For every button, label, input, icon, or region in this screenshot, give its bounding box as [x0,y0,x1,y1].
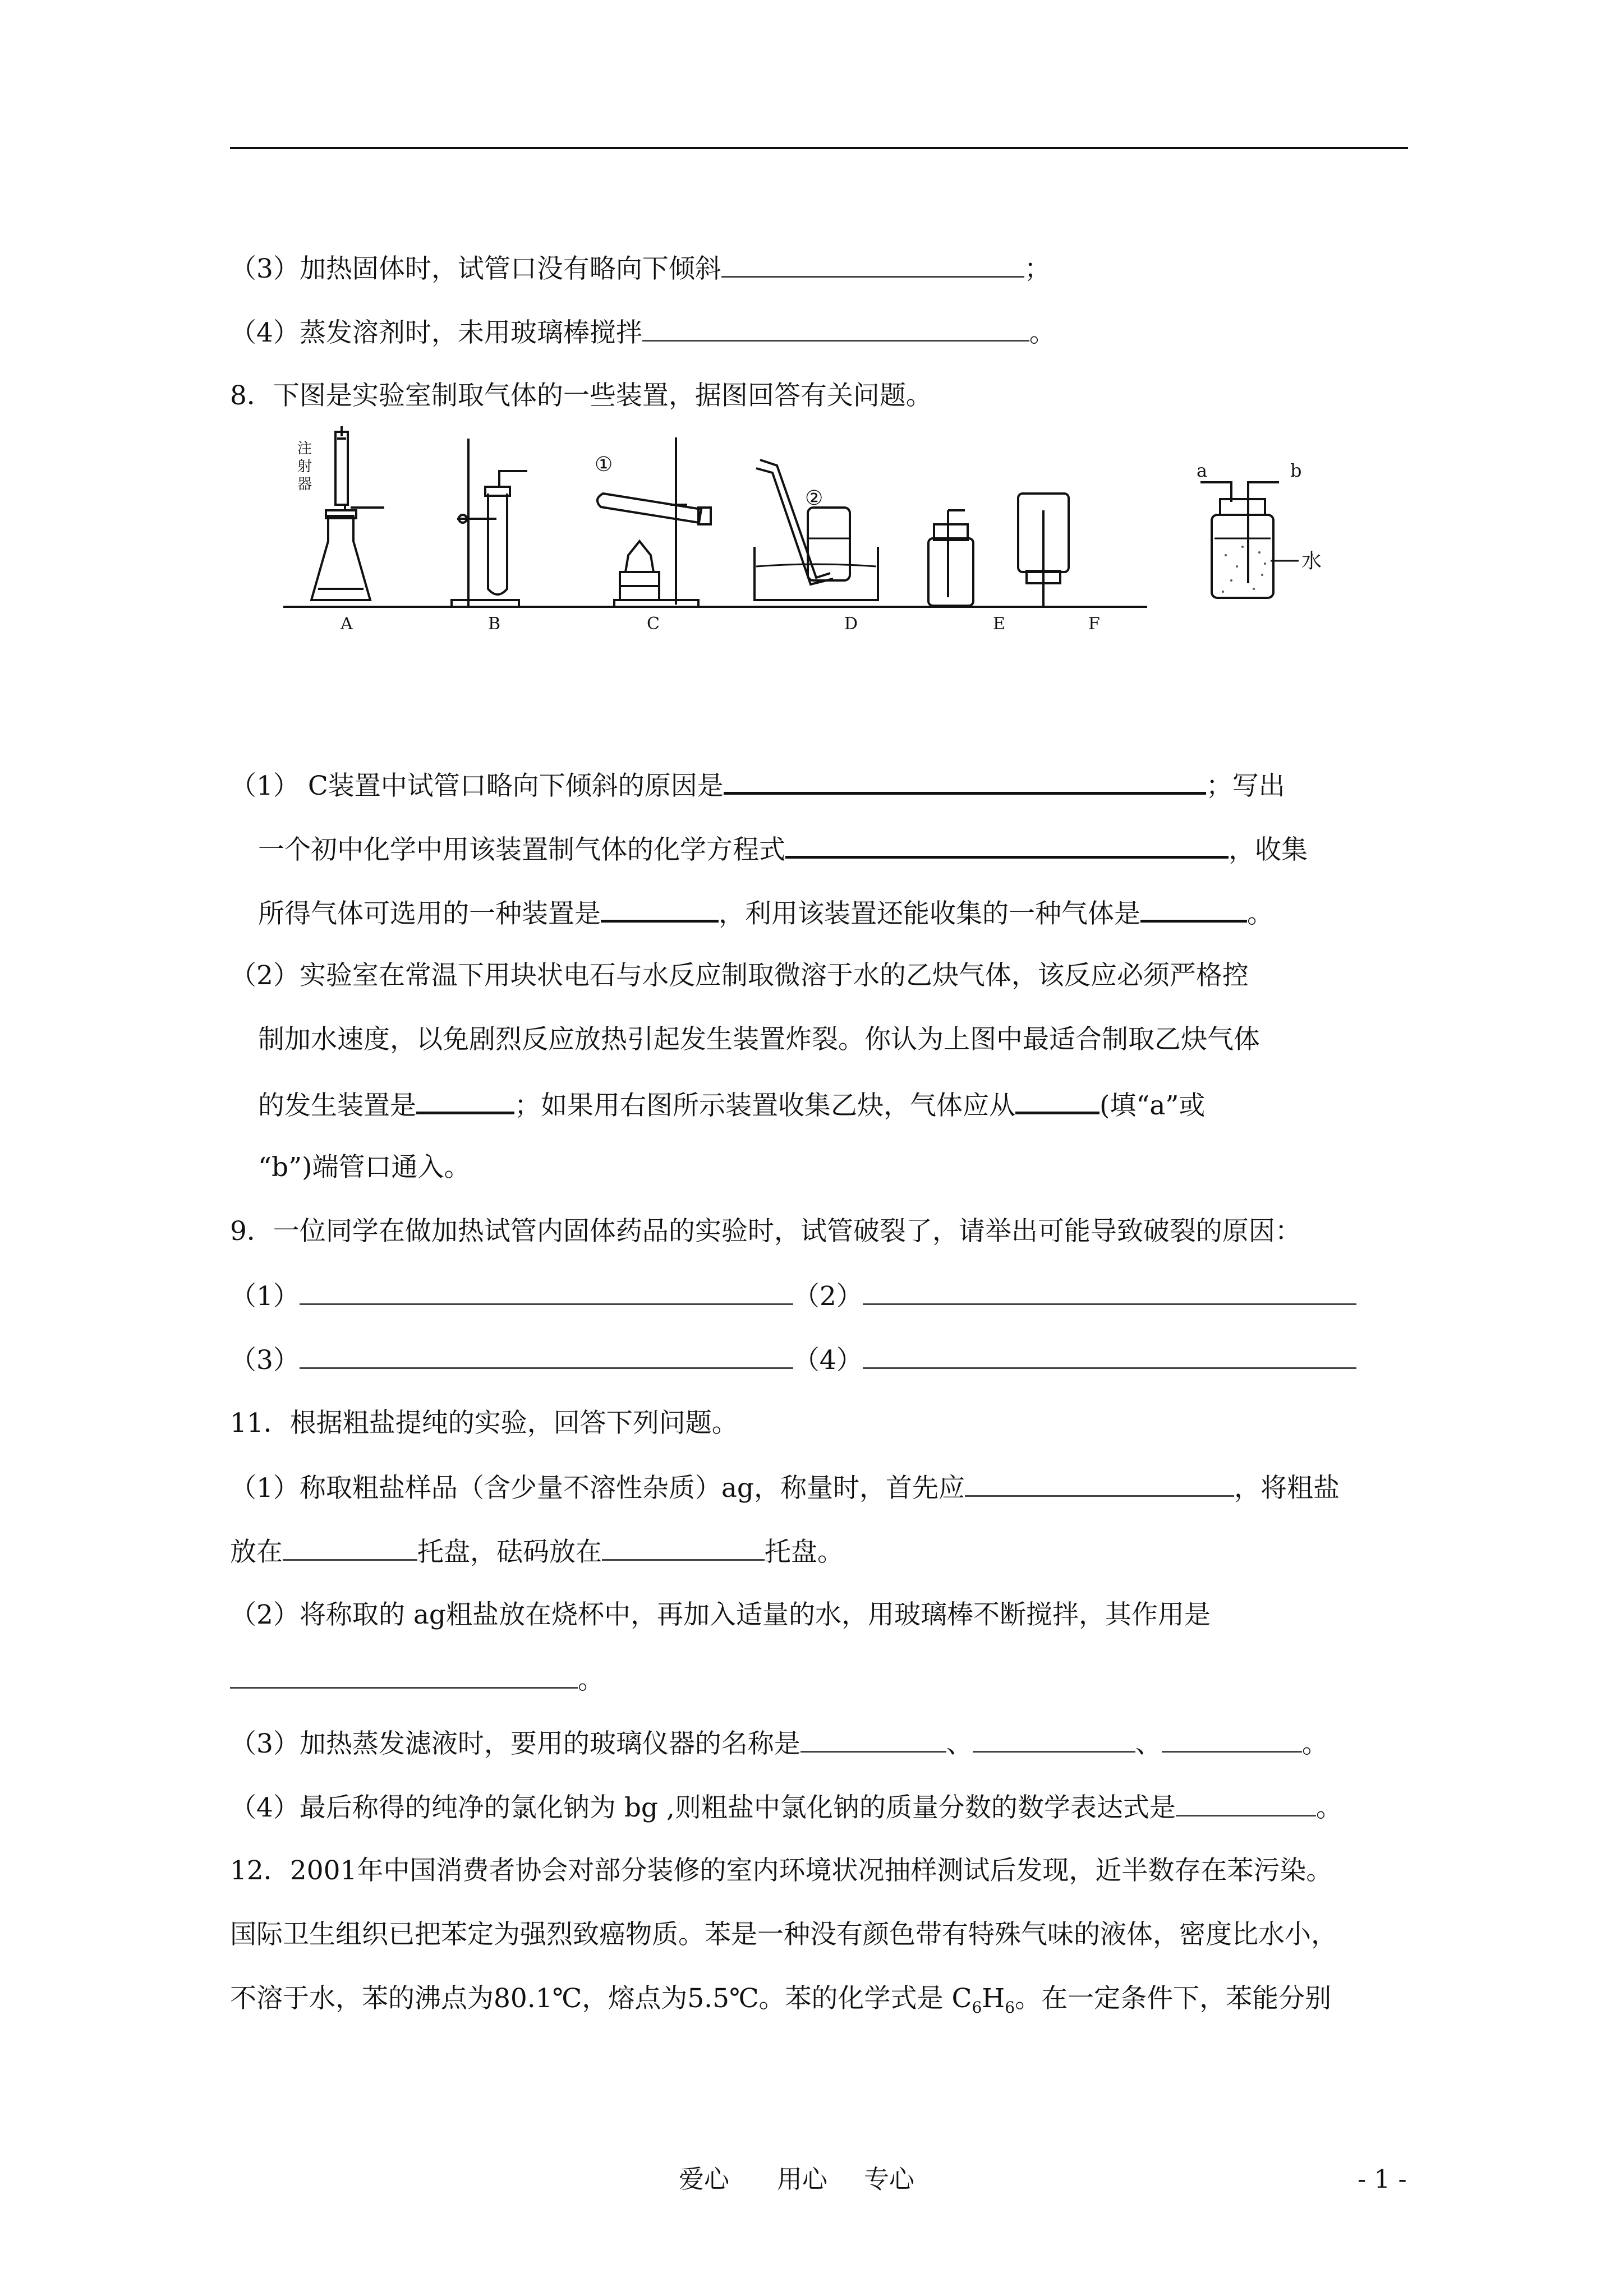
port-a-label: a [1197,460,1208,481]
answer-blank[interactable] [801,1726,946,1753]
answer-blank[interactable] [724,767,1206,795]
q7-item-4: （4）蒸发溶剂时，未用玻璃棒搅拌 。 [230,315,1056,350]
footer-motto-2: 用心 [777,2164,828,2194]
label-e: E [993,614,1005,634]
q8-stem: 8．下图是实验室制取气体的一些装置，据图回答有关问题。 [230,380,932,411]
q9-answers-3-4: （3） （4） [230,1343,1356,1377]
answer-blank[interactable] [721,251,1024,278]
label-f: F [1088,614,1100,634]
q11-part1-line1: （1）称取粗盐样品（含少量不溶性杂质）ag，称量时，首先应 ，将粗盐 [230,1470,1340,1505]
apparatus-figure [283,426,1147,639]
gas-washing-bottle-figure [1186,460,1377,606]
answer-blank[interactable] [1140,895,1247,923]
answer-blank[interactable] [230,1662,578,1689]
q9-answers-1-2: （1） （2） [230,1279,1356,1313]
answer-blank[interactable] [642,315,1029,342]
port-b-label: b [1290,460,1302,481]
answer-blank[interactable] [785,831,1229,859]
q8-part2-line4: “b”)端管口通入。 [258,1152,471,1183]
q12-line3: 不溶于水，苯的沸点为80.1℃，熔点为5.5℃。苯的化学式是 $C_6H_6$。在一定条件下，苯能分别 [230,1983,1332,2017]
label-d: D [844,614,858,634]
q12-line1: 12．2001年中国消费者协会对部分装修的室内环境状况抽样测试后发现，近半数存在苯污染。 [230,1855,1333,1886]
q11-part4: （4）最后称得的纯净的氯化钠为 bg ,则粗盐中氯化钠的质量分数的数学表达式是 。 [230,1790,1342,1825]
q11-part3: （3）加热蒸发滤液时，要用的玻璃仪器的名称是 、 、 。 [230,1726,1328,1761]
q8-part2-line2: 制加水速度，以免剧烈反应放热引起发生装置炸裂。你认为上图中最适合制取乙炔气体 [258,1024,1260,1055]
q11-stem: 11．根据粗盐提纯的实验，回答下列问题。 [230,1408,738,1439]
answer-blank[interactable] [300,1343,793,1369]
apparatus-e [928,510,973,606]
header-rule [230,147,1408,149]
answer-blank[interactable] [965,1470,1234,1497]
mark-2: ② [805,487,823,510]
q8-part1-line2: 一个初中化学中用该装置制气体的化学方程式 ，收集 [258,831,1308,867]
answer-blank[interactable] [602,1534,765,1561]
q8-part2-line1: （2）实验室在常温下用块状电石与水反应制取微溶于水的乙炔气体，该反应必须严格控 [230,960,1249,991]
q8-part1-line1: （1） C装置中试管口略向下倾斜的原因是 ；写出 [230,767,1285,803]
syringe-label-3: 器 [297,476,312,493]
apparatus-a [311,426,384,600]
answer-blank[interactable] [1162,1726,1302,1753]
q12-line2: 国际卫生组织已把苯定为强烈致癌物质。苯是一种没有颜色带有特殊气味的液体，密度比水小， [230,1919,1337,1950]
syringe-label-1: 注 [297,440,312,457]
apparatus-b [452,439,527,607]
answer-blank[interactable] [283,1534,417,1561]
water-label: 水 [1301,550,1322,573]
q9-stem: 9．一位同学在做加热试管内固体药品的实验时，试管破裂了，请举出可能导致破裂的原因： [230,1216,1301,1247]
answer-blank[interactable] [973,1726,1135,1753]
answer-blank[interactable] [601,895,719,923]
answer-blank[interactable] [416,1087,514,1114]
q8-part1-line3: 所得气体可选用的一种装置是 ，利用该装置还能收集的一种气体是 。 [258,895,1273,931]
syringe-label-2: 射 [297,458,312,475]
mark-1: ① [595,453,613,476]
apparatus-f [1018,494,1069,607]
q8-part2-line3: 的发生装置是 ；如果用右图所示装置收集乙炔，气体应从 (填“a”或 [258,1087,1205,1123]
label-a: A [341,614,353,634]
footer-motto-1: 爱心 [679,2164,730,2194]
page-number: - 1 - [1358,2164,1407,2194]
answer-blank[interactable] [863,1279,1356,1305]
answer-blank[interactable] [863,1343,1356,1369]
footer-motto-3: 专心 [864,2164,915,2194]
apparatus-d [755,460,878,600]
answer-blank[interactable] [1015,1087,1099,1114]
apparatus-c [597,437,711,607]
q11-part2-line1: （2）将称取的 ag粗盐放在烧杯中，再加入适量的水，用玻璃棒不断搅拌，其作用是 [230,1599,1211,1630]
q11-part2-line2: 。 [230,1662,604,1697]
label-b: B [488,614,501,634]
label-c: C [647,614,660,634]
answer-blank[interactable] [300,1279,793,1305]
q11-part1-line2: 放在 托盘，砝码放在 托盘。 [230,1534,844,1569]
answer-blank[interactable] [1176,1790,1316,1816]
q7-item-3: （3）加热固体时，试管口没有略向下倾斜 ； [230,251,1051,286]
